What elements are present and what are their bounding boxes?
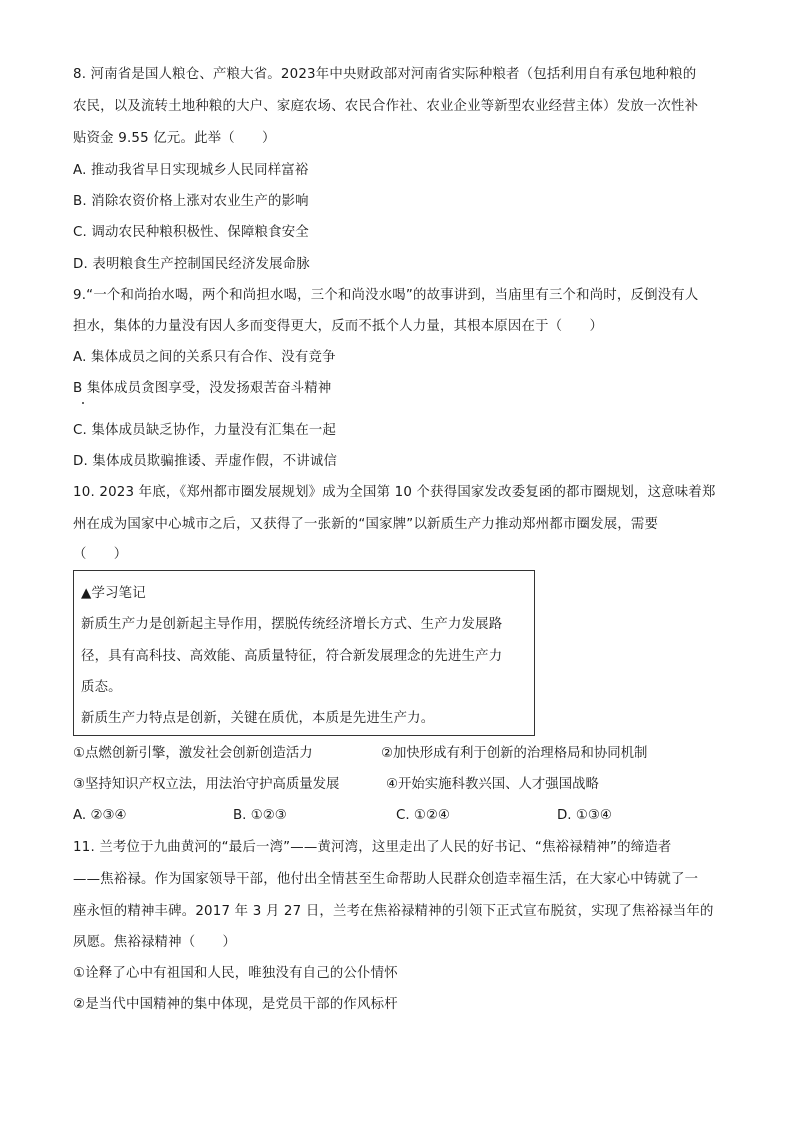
study-notes-line-3: 质态。 <box>81 680 122 695</box>
study-notes-line-1: 新质生产力是创新起主导作用，摆脱传统经济增长方式、生产力发展路 <box>81 617 503 632</box>
study-notes-line-2: 径，具有高科技、高效能、高质量特征，符合新发展理念的先进生产力 <box>81 649 503 664</box>
study-notes-box <box>73 570 535 736</box>
q9-option-d: D. 集体成员欺骗推诿、弄虚作假，不讲诚信 <box>73 454 338 469</box>
q10-choice-a: A. ②③④ <box>73 808 127 823</box>
q9-option-a: A. 集体成员之间的关系只有合作、没有竞争 <box>73 350 336 365</box>
q8-stem-line-1: 8. 河南省是国人粮仓、产粮大省。2023年中央财政部对河南省实际种粮者（包括利用自有承包地种粮的 <box>73 67 697 82</box>
study-notes-line-4: 新质生产力特点是创新，关键在质优，本质是先进生产力。 <box>81 711 435 726</box>
q10-statement-4: ④开始实施科教兴国、人才强国战略 <box>386 777 599 792</box>
q9-stem-line-1: 9.“一个和尚抬水喝，两个和尚担水喝，三个和尚没水喝”的故事讲到，当庙里有三个和尚时，反倒没有人 <box>73 288 699 303</box>
q10-statement-1: ①点燃创新引擎，激发社会创新创造活力 <box>73 746 313 761</box>
q11-stem-line-1: 11. 兰考位于九曲黄河的“最后一湾”——黄河湾，这里走出了人民的好书记、“焦裕禄精神”的缔造者 <box>73 840 672 855</box>
q8-stem-line-3: 贴资金 9.55 亿元。此举（ ） <box>73 131 276 146</box>
q8-option-d: D. 表明粮食生产控制国民经济发展命脉 <box>73 257 310 272</box>
q11-stem-line-3: 座永恒的精神丰碑。2017 年 3 月 27 日，兰考在焦裕禄精神的引领下正式宣布脱贫，实现了焦裕禄当年的 <box>73 904 714 919</box>
q11-stem-line-4: 夙愿。焦裕禄精神（ ） <box>73 935 237 950</box>
q10-choice-b: B. ①②③ <box>233 808 287 823</box>
q10-statement-3: ③坚持知识产权立法，用法治守护高质量发展 <box>73 777 340 792</box>
q10-stem-line-2: 州在成为国家中心城市之后，又获得了一张新的“国家牌”以新质生产力推动郑州都市圈发展，需要 <box>73 517 659 532</box>
q8-option-b: B. 消除农资价格上涨对农业生产的影响 <box>73 194 309 209</box>
q10-statement-2: ②加快形成有利于创新的治理格局和协同机制 <box>381 746 648 761</box>
q9-stem-line-2: 担水，集体的力量没有因人多而变得更大，反而不抵个人力量，其根本原因在于（ ） <box>73 319 604 334</box>
q9-option-b: B 集体成员贪图享受，没发扬艰苦奋斗精神 <box>73 381 332 396</box>
q10-choice-d: D. ①③④ <box>557 808 612 823</box>
q11-statement-2: ②是当代中国精神的集中体现，是党员干部的作风标杆 <box>73 997 398 1012</box>
q10-choice-c: C. ①②④ <box>396 808 450 823</box>
q8-option-a: A. 推动我省早日实现城乡人民同样富裕 <box>73 163 309 178</box>
q8-option-c: C. 调动农民种粮积极性、保障粮食安全 <box>73 225 309 240</box>
q10-stem-line-3: （ ） <box>73 547 128 562</box>
q11-stem-line-2: ——焦裕禄。作为国家领导干部，他付出全情甚至生命帮助人民群众创造幸福生活，在大家心中铸就了一 <box>73 872 699 887</box>
q8-stem-line-2: 农民，以及流转土地种粮的大户、家庭农场、农民合作社、农业企业等新型农业经营主体）发放一次性补 <box>73 99 699 114</box>
q11-statement-1: ①诠释了心中有祖国和人民，唯独没有自己的公仆情怀 <box>73 966 398 981</box>
q9-option-c: C. 集体成员缺乏协作，力量没有汇集在一起 <box>73 423 337 438</box>
study-notes-title: ▲学习笔记 <box>81 586 146 601</box>
q10-stem-line-1: 10. 2023 年底，《郑州都市圈发展规划》成为全国第 10 个获得国家发改委复函的都市圈规划，这意味着郑 <box>73 485 716 500</box>
stray-dot <box>82 402 84 404</box>
